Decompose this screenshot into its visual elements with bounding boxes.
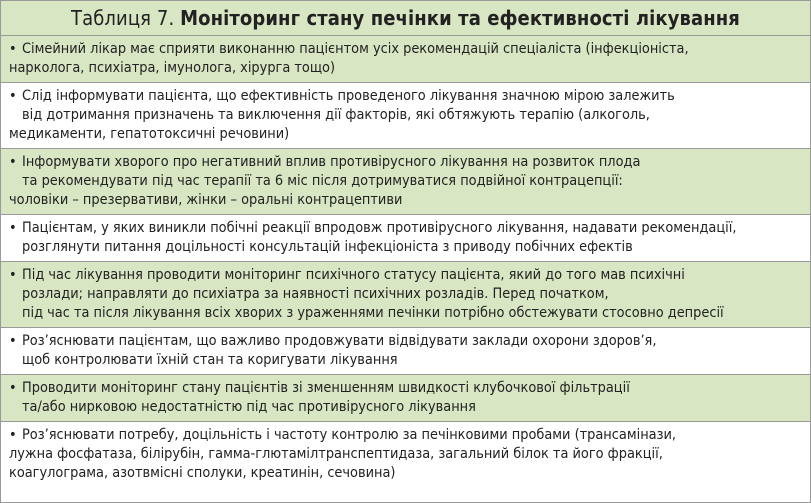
table-title <box>1 1 810 36</box>
row-line: розлади; направляти до психіатра за наявності психічних розладів. Перед початком, <box>22 286 609 302</box>
row-line <box>9 87 800 106</box>
row-line: розглянути питання доцільності консультацій інфекціоніста з приводу побічних ефектів <box>22 239 633 255</box>
row-line <box>9 332 800 351</box>
row-line: медикаменти, гепатотоксичні речовини) <box>9 126 290 142</box>
row-line <box>9 266 800 285</box>
bullet: • <box>9 154 17 170</box>
table-row <box>1 36 810 83</box>
row-text: Інформувати хворого про негативний вплив противірусного лікування на розвиток плода <box>22 154 641 170</box>
row-line: під час та після лікування всіх хворих з ураженнями печінки потрібно обстежувати стосовно депресії <box>22 305 724 321</box>
row-line: щоб контролювати їхній стан та коригувати лікування <box>22 352 398 368</box>
bullet: • <box>9 333 17 349</box>
row-line <box>9 40 800 59</box>
table-row <box>1 375 810 422</box>
row-text: Роз’яснювати пацієнтам, що важливо продовжувати відвідувати заклади охорони здоров’я, <box>22 333 657 349</box>
row-text: Пацієнтам, у яких виникли побічні реакції впродовж противірусного лікування, надавати рекомендації, <box>22 220 737 236</box>
bullet: • <box>9 267 17 283</box>
row-line <box>9 153 800 172</box>
row-line: нарколога, психіатра, імунолога, хірурга тощо) <box>9 60 336 76</box>
row-line: та рекомендувати під час терапії та 6 міс після дотримуватися подвійної контрацепції: <box>22 173 623 189</box>
row-text: Слід інформувати пацієнта, що ефективність проведеного лікування значною мірою залежить <box>22 88 675 104</box>
table-row <box>1 422 810 487</box>
row-text: Роз’яснювати потребу, доцільність і частоту контролю за печінковими пробами (трансамінази, <box>22 427 677 443</box>
table-title-main: Моніторинг стану печінки та ефективності лікування <box>180 6 740 30</box>
table-row <box>1 149 810 215</box>
table-row <box>1 328 810 375</box>
bullet: • <box>9 380 17 396</box>
bullet: • <box>9 41 17 57</box>
row-line <box>9 379 800 398</box>
table-row <box>1 262 810 328</box>
row-line: від дотримання призначень та виключення дії факторів, які обтяжують терапію (алкоголь, <box>22 107 650 123</box>
table-row <box>1 215 810 262</box>
table-row <box>1 83 810 149</box>
row-text: Проводити моніторинг стану пацієнтів зі зменшенням швидкості клубочкової фільтрації <box>22 380 630 396</box>
bullet: • <box>9 427 17 443</box>
row-line: лужна фосфатаза, білірубін, гамма-глютамілтранспептидаза, загальний білок та його фракції, <box>9 446 663 462</box>
row-line: та/або нирковою недостатністю під час противірусного лікування <box>22 399 476 415</box>
row-line <box>9 426 800 445</box>
row-text: Під час лікування проводити моніторинг психічного статусу пацієнта, який до того мав психічні <box>22 267 685 283</box>
bullet: • <box>9 88 17 104</box>
row-text: Сімейний лікар має сприяти виконанню пацієнтом усіх рекомендацій спеціаліста (інфекціоніста, <box>22 41 689 57</box>
table-title-prefix: Таблиця 7. <box>71 6 175 30</box>
row-line: коагулограма, азотвмісні сполуки, креатинін, сечовина) <box>9 465 396 481</box>
bullet: • <box>9 220 17 236</box>
row-line: чоловіки – презервативи, жінки – оральні контрацептиви <box>9 192 403 208</box>
row-line <box>9 219 800 238</box>
